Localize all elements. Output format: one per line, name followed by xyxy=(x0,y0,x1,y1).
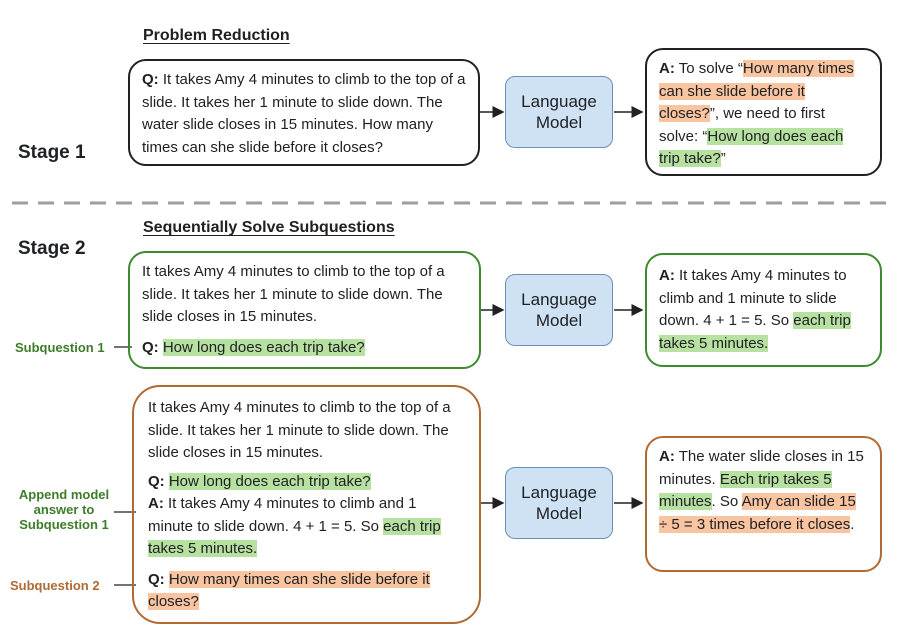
language-model-box-sub2 xyxy=(505,467,613,539)
stage-2-label: Stage 2 xyxy=(18,238,86,259)
highlight-orange: How many times can she slide before it closes? xyxy=(659,60,854,122)
highlight-green: How long does each trip take? xyxy=(168,472,371,490)
problem-reduction-title: Problem Reduction xyxy=(143,27,290,44)
a-prefix: A: xyxy=(659,448,675,465)
sequentially-solve-title: Sequentially Solve Subquestions xyxy=(143,219,395,236)
highlight-green: How long does each trip take? xyxy=(659,127,844,167)
language-model-label: Language Model xyxy=(521,483,597,523)
stage1-question-box xyxy=(128,59,480,166)
q-prefix: Q: xyxy=(148,570,165,588)
answer-1-box xyxy=(645,253,882,367)
language-model-box-sub1 xyxy=(505,274,613,346)
answer-text: ”, we need to first solve: “ xyxy=(659,105,825,145)
stage-1-label: Stage 1 xyxy=(18,142,86,163)
sub1-context: It takes Amy 4 minutes to climb to the top of a slide. It takes her 1 minute to slide down. The slide closes in 15 minutes. xyxy=(142,263,445,325)
stage1-question-text: It takes Amy 4 minutes to climb to the top of a slide. It takes her 1 minute to slide down. The water slide closes in 15 minutes. How many times can she slide before it closes? xyxy=(142,71,466,156)
highlight-green: each trip takes 5 minutes. xyxy=(659,312,851,352)
answer-text: It takes Amy 4 minutes to climb and 1 minute to slide down. 4 + 1 = 5. So xyxy=(659,267,847,329)
highlight-green: Each trip takes 5 minutes xyxy=(659,470,832,510)
highlight-orange: Amy can slide 15 ÷ 5 = 3 times before it closes xyxy=(659,493,856,533)
answer-text: . So xyxy=(711,493,742,510)
append-answer-label: Append model answer to Subquestion 1 xyxy=(18,487,110,532)
subquestion-1-label: Subquestion 1 xyxy=(15,340,105,355)
answer-text: ” xyxy=(720,150,726,167)
highlight-orange: How many times can she slide before it closes? xyxy=(148,570,430,610)
language-model-box-stage1 xyxy=(505,76,613,148)
a-prefix: A: xyxy=(148,495,164,512)
a-prefix: A: xyxy=(659,60,675,77)
sub2-context: It takes Amy 4 minutes to climb to the top of a slide. It takes her 1 minute to slide down. The slide closes in 15 minutes. xyxy=(148,399,451,461)
q-prefix: Q: xyxy=(142,338,159,356)
language-model-label: Language Model xyxy=(521,290,597,330)
answer-text: . xyxy=(850,515,855,533)
a-prefix: A: xyxy=(659,267,675,284)
highlight-green: How long does each trip take? xyxy=(162,338,365,356)
stage1-answer-box xyxy=(645,48,882,176)
subquestion-1-box xyxy=(128,251,481,369)
highlight-green: each trip takes 5 minutes. xyxy=(148,517,441,557)
answer-2-box xyxy=(645,436,882,572)
subquestion-2-box xyxy=(132,385,481,624)
subquestion-2-label: Subquestion 2 xyxy=(10,578,100,593)
answer-text: It takes Amy 4 minutes to climb and 1 minute to slide down. 4 + 1 = 5. So xyxy=(148,495,417,535)
q-prefix: Q: xyxy=(148,472,165,490)
answer-text: To solve “ xyxy=(674,60,743,77)
q-prefix: Q: xyxy=(142,71,159,88)
language-model-label: Language Model xyxy=(521,92,597,132)
answer-text: The water slide closes in 15 minutes. xyxy=(659,448,864,488)
